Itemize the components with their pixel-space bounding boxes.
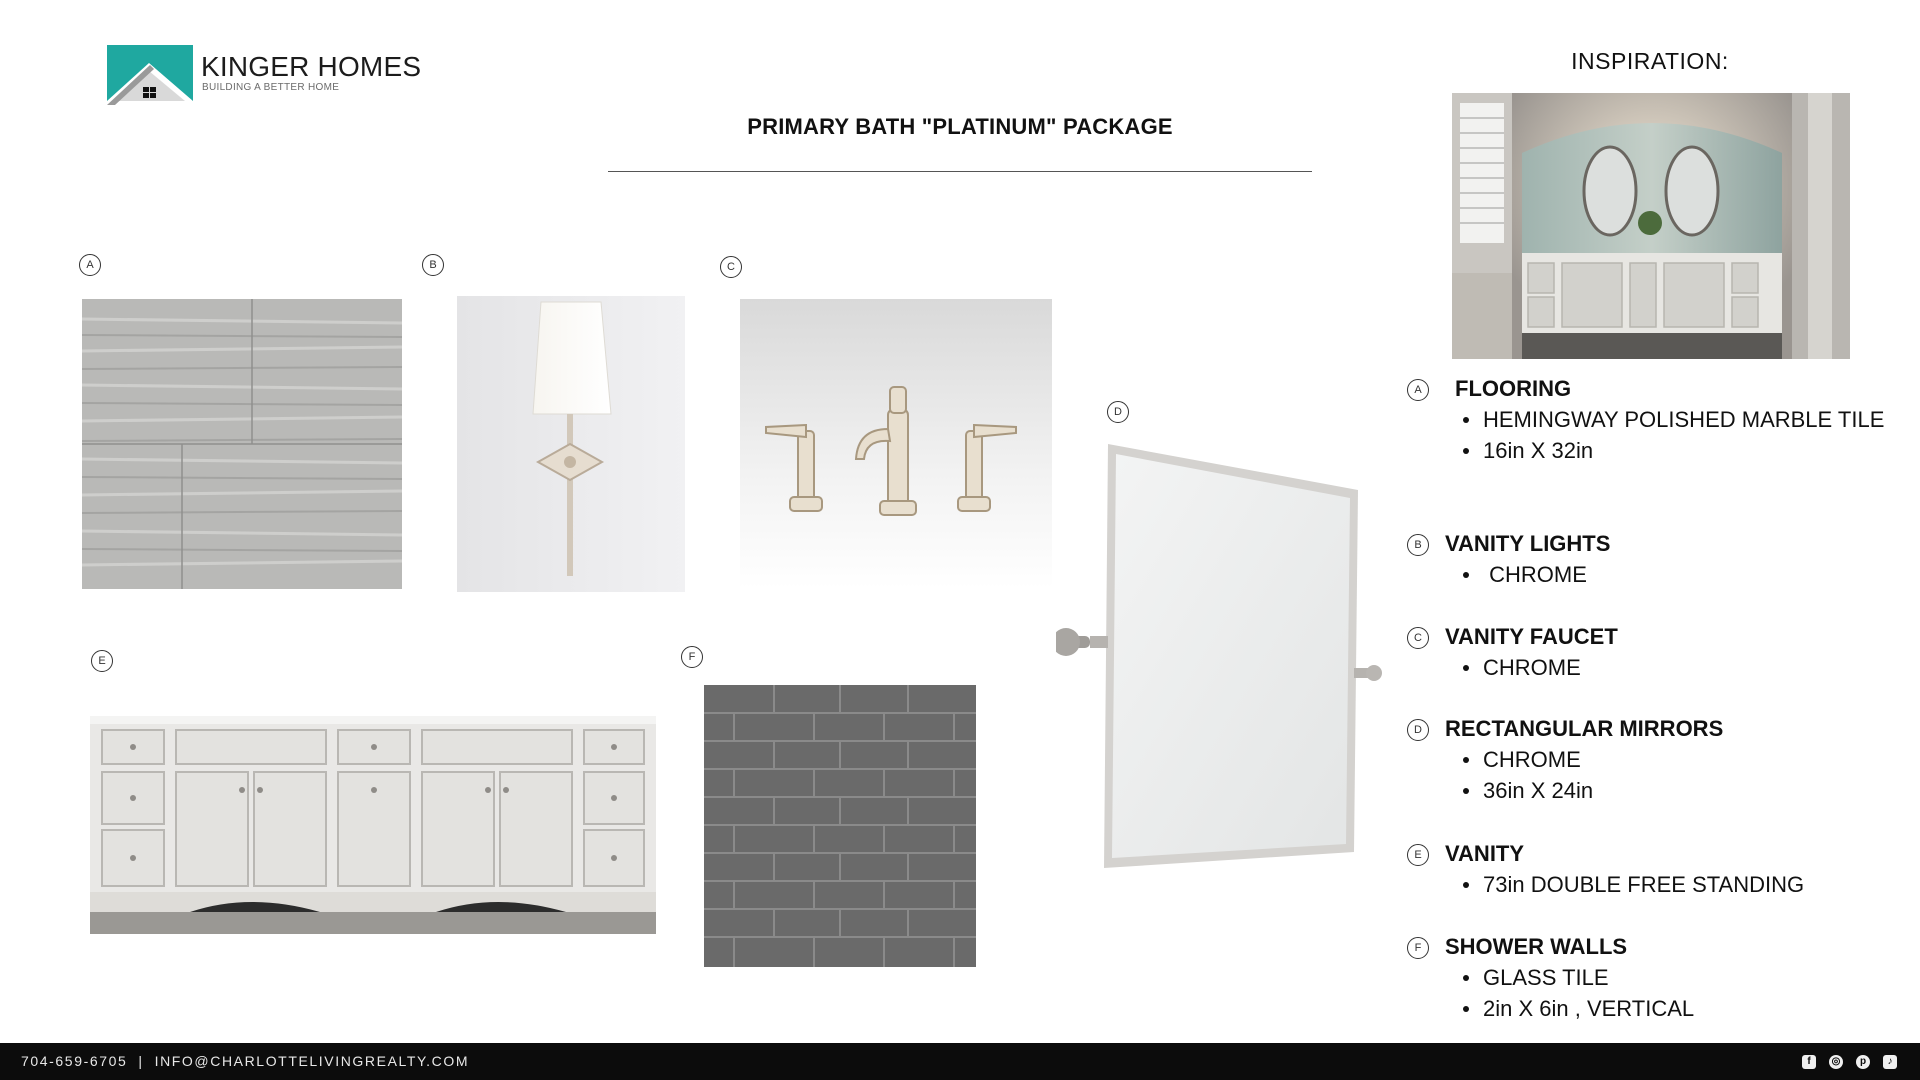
vanity-light-image [457, 296, 685, 592]
brand-name: KINGER HOMES [201, 51, 422, 82]
spec-bullets [1457, 559, 1587, 590]
spec-marker-b: B [1407, 534, 1429, 556]
brand-tagline: BUILDING A BETTER HOME [202, 82, 340, 93]
flooring-tile-image [82, 299, 402, 589]
spec-marker-c: C [1407, 627, 1429, 649]
spec-marker-d: D [1407, 719, 1429, 741]
spec-bullet: 2in X 6in , VERTICAL [1457, 993, 1694, 1024]
pinterest-icon[interactable]: p [1856, 1055, 1870, 1069]
spec-marker-f: F [1407, 937, 1429, 959]
shower-tile-image [704, 685, 976, 967]
marker-c: C [720, 256, 742, 278]
title-divider [608, 171, 1312, 172]
spec-bullet: 73in DOUBLE FREE STANDING [1457, 869, 1804, 900]
mirror-image [1056, 440, 1382, 870]
spec-heading: RECTANGULAR MIRRORS [1445, 716, 1724, 741]
vanity-faucet-image [740, 299, 1052, 589]
marker-f: F [681, 646, 703, 668]
spec-bullets [1457, 744, 1593, 806]
spec-bullets [1457, 652, 1581, 683]
spec-bullet: 36in X 24in [1457, 775, 1593, 806]
kinger-homes-logo [107, 45, 193, 105]
marker-e: E [91, 650, 113, 672]
instagram-icon[interactable]: ◎ [1829, 1055, 1843, 1069]
spec-bullet: HEMINGWAY POLISHED MARBLE TILE [1457, 404, 1884, 435]
inspiration-label: INSPIRATION: [1571, 48, 1729, 74]
marker-d: D [1107, 401, 1129, 423]
spec-bullet: GLASS TILE [1457, 962, 1694, 993]
spec-bullet: CHROME [1457, 652, 1581, 683]
page-title: PRIMARY BATH "PLATINUM" PACKAGE [747, 114, 1173, 139]
tiktok-icon[interactable]: ♪ [1883, 1055, 1897, 1069]
spec-marker-a: A [1407, 379, 1429, 401]
spec-bullets [1457, 962, 1694, 1024]
spec-heading: VANITY [1445, 841, 1525, 866]
spec-marker-e: E [1407, 844, 1429, 866]
spec-heading: FLOORING [1455, 376, 1572, 401]
inspiration-photo [1452, 93, 1850, 359]
facebook-icon[interactable]: f [1802, 1055, 1816, 1069]
spec-bullets [1457, 869, 1804, 900]
marker-a: A [79, 254, 101, 276]
spec-bullet: CHROME [1457, 744, 1593, 775]
spec-heading: SHOWER WALLS [1445, 934, 1628, 959]
spec-heading: VANITY FAUCET [1445, 624, 1618, 649]
spec-bullet: 16in X 32in [1457, 435, 1884, 466]
spec-heading: VANITY LIGHTS [1445, 531, 1611, 556]
spec-bullets [1457, 404, 1884, 466]
footer-contact[interactable]: 704-659-6705 | INFO@CHARLOTTELIVINGREALTY.COM [21, 1053, 470, 1069]
marker-b: B [422, 254, 444, 276]
spec-bullet: CHROME [1457, 559, 1587, 590]
vanity-image [90, 716, 656, 934]
